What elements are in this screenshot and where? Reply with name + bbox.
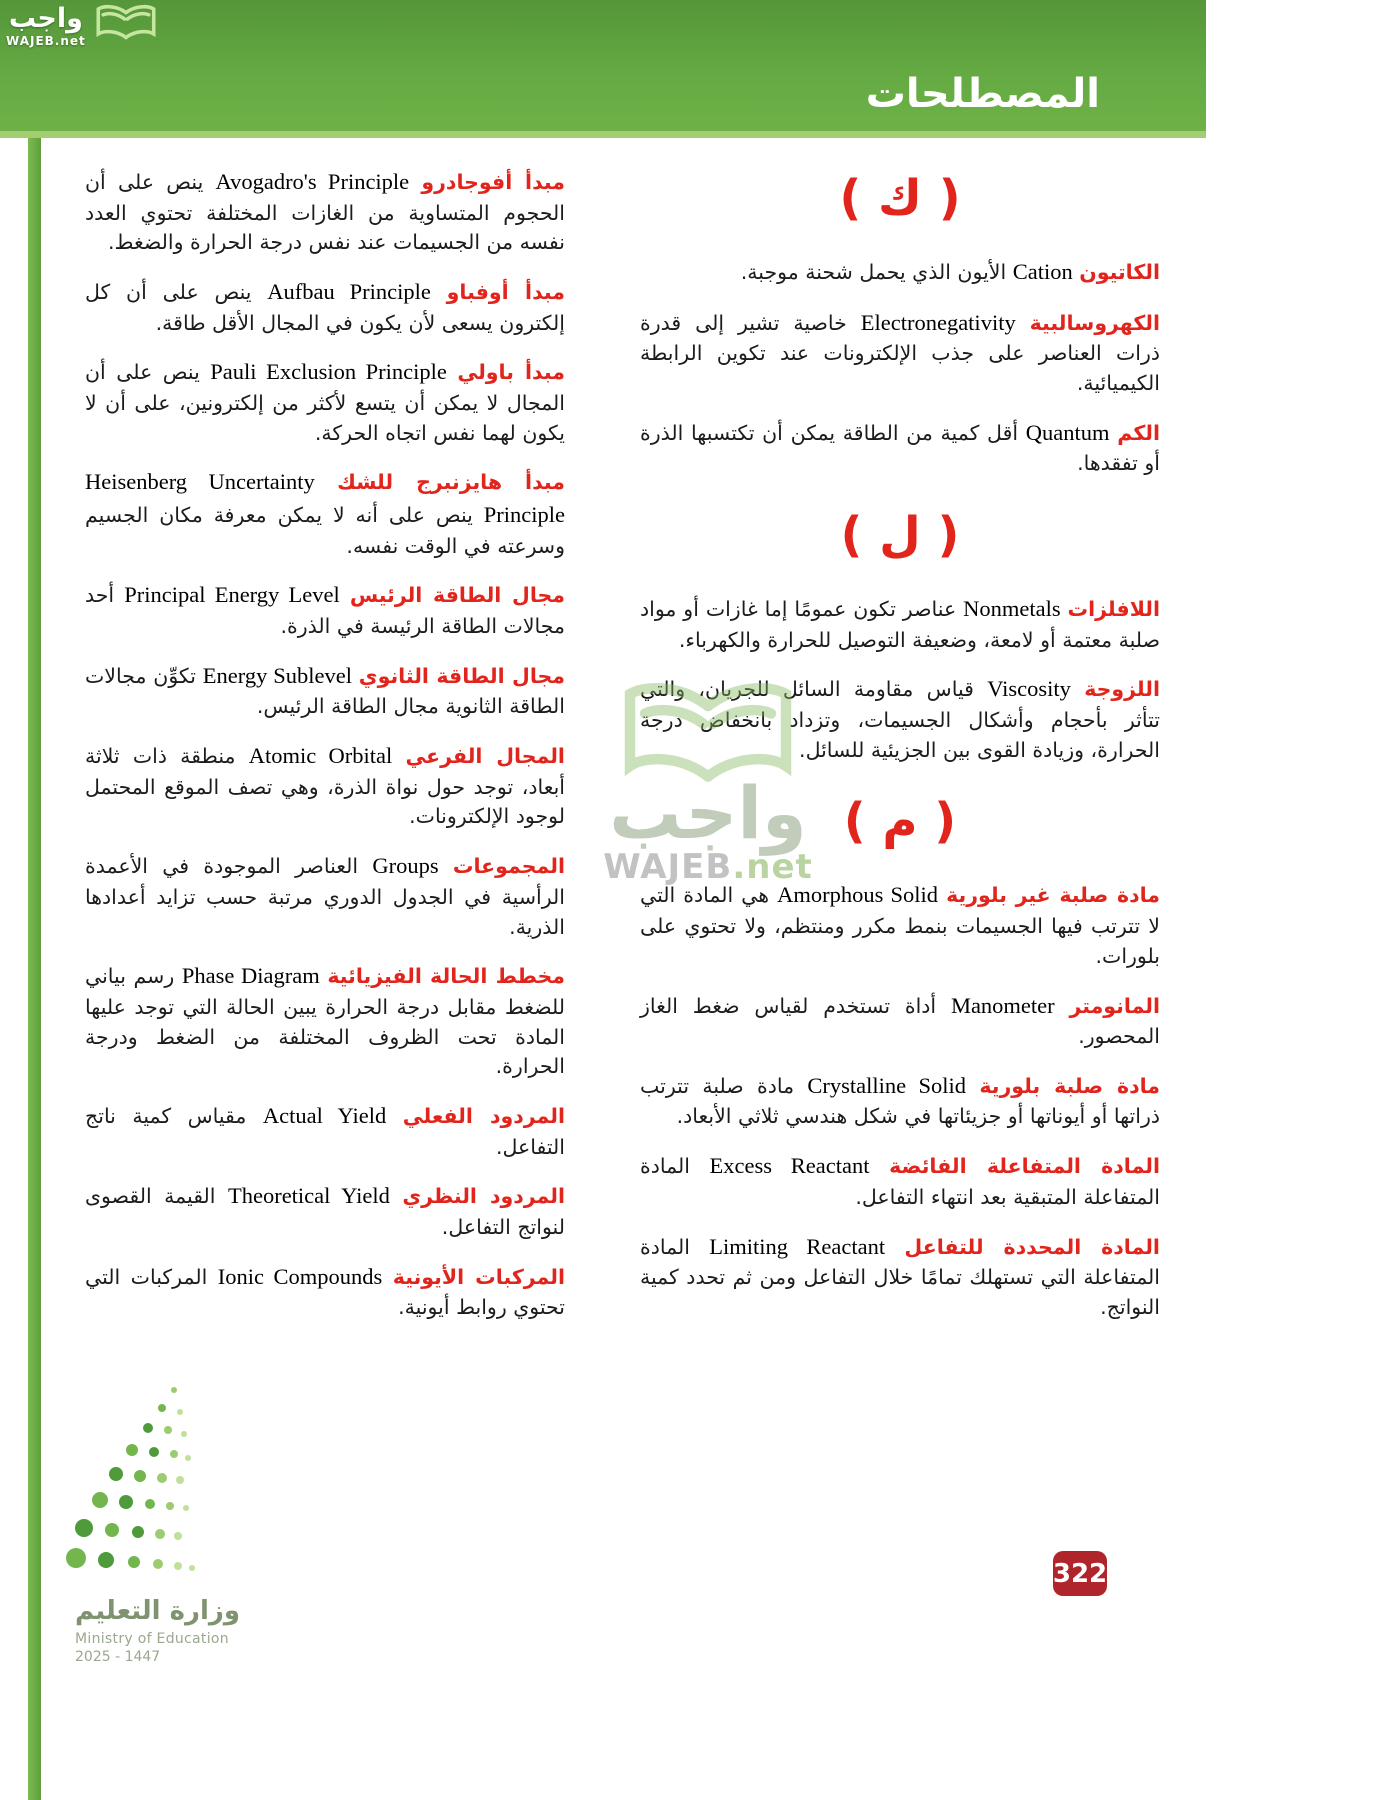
definition: الأيون الذي يحمل شحنة موجبة. <box>740 260 1007 284</box>
definition: المركبات التي تحتوي روابط أيونية. <box>85 1264 565 1320</box>
term-english: Aufbau Principle <box>267 279 431 305</box>
glossary-entry <box>640 1070 1160 1132</box>
term-english: Quantum <box>1025 419 1110 445</box>
term-arabic: مخطط الحالة الفيزيائية <box>327 964 565 989</box>
glossary-entry <box>640 990 1160 1052</box>
left-accent-stripe <box>28 138 41 1800</box>
term-arabic: المجال الفرعي <box>405 744 565 769</box>
definition: العناصر الموجودة في الأعمدة الرأسية في الجدول الدوري مرتبة حسب تزايد أعدادها الذرية. <box>85 854 565 939</box>
term-arabic: مجال الطاقة الرئيس <box>349 583 565 608</box>
glossary-entry <box>85 740 565 832</box>
term-arabic: الكم <box>1117 420 1160 445</box>
term-arabic: اللزوجة <box>1084 677 1160 702</box>
definition: أداة تستخدم لقياس ضغط الغاز المحصور. <box>640 993 1160 1049</box>
definition: ينص على أن المجال لا يمكن أن يتسع لأكثر من إلكترونين، على أن لا يكون لهما نفس اتجاه الحركة. <box>85 360 565 445</box>
header-band <box>0 0 1206 138</box>
definition: القيمة القصوى لنواتج التفاعل. <box>85 1184 565 1239</box>
definition: المادة المتفاعلة المتبقية بعد انتهاء التفاعل. <box>640 1154 1160 1209</box>
term-english: Avogadro's Principle <box>215 169 410 194</box>
term-arabic: مبدأ أوفباو <box>446 280 565 305</box>
glossary-entry <box>85 166 565 258</box>
ministry-name-arabic: وزارة التعليم <box>75 1596 240 1626</box>
term-english: Heisenberg Uncertainty Principle <box>85 469 565 528</box>
glossary-entry <box>640 256 1160 289</box>
page-title: المصطلحات <box>865 71 1100 117</box>
term-arabic: المردود النظري <box>402 1184 565 1209</box>
glossary-entry <box>640 1150 1160 1212</box>
term-english: Groups <box>372 853 439 879</box>
term-english: Electronegativity <box>860 309 1016 335</box>
wajeb-logo-latin: WAJEB.net <box>6 33 86 48</box>
term-english: Amorphous Solid <box>777 882 939 908</box>
definition: ينص على أنه لا يمكن معرفة مكان الجسيم وسرعته في الوقت نفسه. <box>85 503 565 558</box>
edition-years: 2025 - 1447 <box>75 1649 161 1666</box>
section-letter: ( م ) <box>843 793 957 850</box>
definition: رسم بياني للضغط مقابل درجة الحرارة يبين الحالة التي توجد عليها المادة تحت الظروف المختلفة من الضغط ودرجة الحرارة. <box>85 964 565 1079</box>
glossary-entry <box>85 1100 565 1162</box>
definition: قياس مقاومة السائل للجريان، والتي تتأثر بأحجام وأشكال الجسيمات، وتزداد بانخفاض درجة الحرارة، وزيادة القوى بين الجزيئية للسائل. <box>640 677 1160 762</box>
term-english: Excess Reactant <box>709 1153 870 1179</box>
definition: منطقة ذات ثلاثة أبعاد، توجد حول نواة الذرة، وهي تصف الموقع المحتمل لوجود الإلكترونات. <box>85 744 565 829</box>
section-letter: ( ك ) <box>839 170 961 226</box>
glossary-entry <box>640 673 1160 765</box>
definition: ينص على أن الحجوم المتساوية من الغازات المختلفة تحتوي العدد نفسه من الجسيمات عند نفس درجة الحرارة والضغط. <box>85 170 565 255</box>
glossary-entry <box>640 307 1160 399</box>
glossary-entry <box>85 356 565 448</box>
definition: مقياس كمية ناتج التفاعل. <box>85 1104 565 1159</box>
glossary-entry <box>85 466 565 561</box>
definition: ينص على أن كل إلكترون يسعى لأن يكون في المجال الأقل طاقة. <box>85 280 565 335</box>
ministry-name-english: Ministry of Education <box>75 1631 229 1648</box>
glossary-entry <box>640 593 1160 655</box>
term-arabic: المادة المحددة للتفاعل <box>904 1234 1160 1259</box>
glossary-entry <box>85 960 565 1082</box>
term-arabic: المردود الفعلي <box>402 1104 565 1129</box>
term-english: Principal Energy Level <box>124 582 340 608</box>
glossary-entry <box>640 1231 1160 1323</box>
term-arabic: مادة صلبة بلورية <box>979 1073 1160 1098</box>
term-english: Cation <box>1012 259 1073 284</box>
term-english: Theoretical Yield <box>227 1183 390 1209</box>
term-english: Actual Yield <box>262 1103 387 1129</box>
glossary-column-right <box>640 166 1160 1341</box>
definition: أقل كمية من الطاقة يمكن أن تكتسبها الذرة أو تفقدها. <box>640 420 1160 476</box>
definition: عناصر تكون عمومًا إما غازات أو مواد صلبة معتمة أو لامعة، وضعيفة التوصيل للحرارة والكهرباء. <box>640 597 1160 652</box>
term-english: Ionic Compounds <box>217 1263 383 1289</box>
term-arabic: المركبات الأيونية <box>392 1264 565 1289</box>
wajeb-logo-arabic: واجب <box>8 3 83 35</box>
ministry-wordmark <box>75 1596 265 1665</box>
term-arabic: المانومتر <box>1069 993 1160 1018</box>
watermark-latin: WAJEB.net <box>603 847 813 888</box>
term-english: Phase Diagram <box>181 963 320 989</box>
definition: هي المادة التي لا تترتب فيها الجسيمات بنمط مكرر ومنتظم، ولا تحتوي على بلورات. <box>640 883 1160 968</box>
glossary-entry <box>85 579 565 641</box>
page-number: 322 <box>1052 1558 1108 1589</box>
glossary-entry <box>85 1261 565 1323</box>
term-english: Manometer <box>950 992 1055 1018</box>
section-letter: ( ل ) <box>840 507 960 564</box>
ministry-emblem <box>62 1378 202 1592</box>
definition: مادة صلبة تترتب ذراتها أو أيوناتها أو جزيئاتها في شكل هندسي ثلاثي الأبعاد. <box>640 1073 1160 1129</box>
glossary-columns <box>85 166 1160 1341</box>
term-english: Crystalline Solid <box>807 1072 967 1098</box>
term-english: Viscosity <box>987 676 1071 702</box>
term-english: Atomic Orbital <box>248 743 393 769</box>
definition: أحد مجالات الطاقة الرئيسة في الذرة. <box>85 583 565 639</box>
glossary-column-left <box>85 166 565 1341</box>
definition: المادة المتفاعلة التي تستهلك تمامًا خلال التفاعل ومن ثم تحدد كمية النواتج. <box>640 1234 1160 1319</box>
term-arabic: الكاتيون <box>1079 260 1160 284</box>
watermark-arabic: واجب <box>609 771 807 855</box>
open-book-icon <box>94 2 158 50</box>
term-arabic: مجال الطاقة الثانوي <box>358 663 565 688</box>
definition: خاصية تشير إلى قدرة ذرات العناصر على جذب الإلكترونات عند تكوين الرابطة الكيميائية. <box>640 310 1160 395</box>
wajeb-logo-text <box>6 4 86 48</box>
glossary-entry <box>85 276 565 338</box>
term-english: Energy Sublevel <box>202 662 352 688</box>
term-english: Pauli Exclusion Principle <box>210 359 447 385</box>
glossary-entry <box>640 417 1160 479</box>
term-arabic: مادة صلبة غير بلورية <box>946 883 1160 908</box>
term-arabic: الكهروسالبية <box>1029 310 1160 335</box>
glossary-entry <box>85 850 565 942</box>
glossary-entry <box>85 1180 565 1242</box>
term-arabic: اللافلزات <box>1067 597 1160 622</box>
term-arabic: المادة المتفاعلة الفائضة <box>889 1154 1160 1179</box>
page-number-badge <box>1053 1551 1107 1596</box>
term-arabic: مبدأ هايزنبرج للشك <box>337 470 565 495</box>
term-arabic: مبدأ باولي <box>457 360 565 385</box>
term-arabic: مبدأ أفوجادرو <box>421 170 565 194</box>
term-english: Nonmetals <box>963 596 1061 622</box>
term-arabic: المجموعات <box>452 854 565 879</box>
wajeb-logo <box>6 2 158 50</box>
glossary-entry <box>85 660 565 722</box>
glossary-entry <box>640 879 1160 971</box>
term-english: Limiting Reactant <box>709 1233 886 1259</box>
definition: تكوِّن مجالات الطاقة الثانوية مجال الطاقة الرئيس. <box>85 663 565 719</box>
